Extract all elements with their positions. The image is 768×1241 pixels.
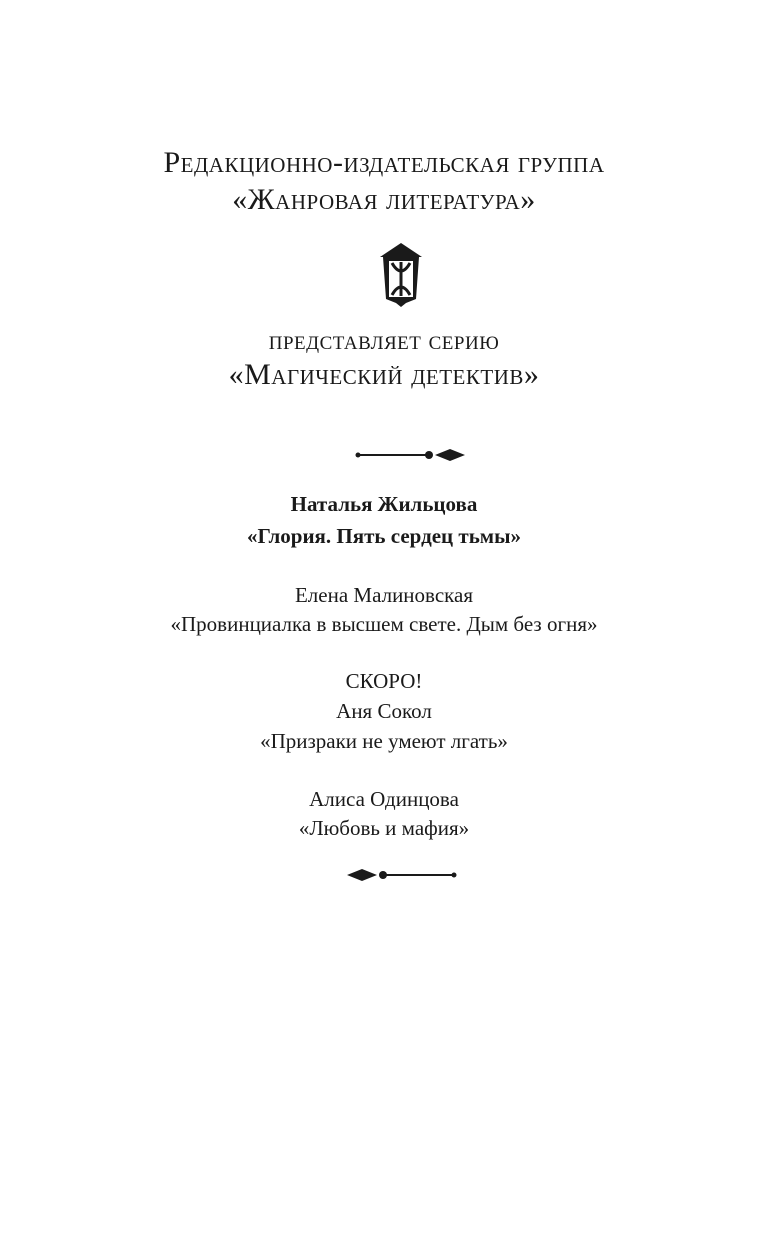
series-intro: представляет серию [268,325,500,355]
lantern-logo-icon [380,243,422,307]
soon-book-2-title: «Любовь и мафия» [298,816,470,840]
book-1-title: «Глория. Пять сердец тьмы» [247,524,521,548]
soon-book-2-author: Алиса Одинцова [309,787,459,811]
soon-book-1-title: «Призраки не умеют лгать» [260,729,508,753]
ornament-divider-top-icon [355,447,467,463]
series-name: «Магический детектив» [228,358,540,391]
publisher-line-1: Редакционно-издательская группа [163,146,605,179]
book-2-title: «Провинциалка в высшем свете. Дым без огня» [170,612,598,636]
book-2-author: Елена Малиновская [294,583,474,607]
soon-label: СКОРО! [345,669,423,693]
soon-book-1-author: Аня Сокол [336,699,432,723]
book-1-author: Наталья Жильцова [290,492,478,516]
publisher-line-2: «Жанровая литература» [232,183,536,216]
ornament-divider-bottom-icon [345,867,457,883]
